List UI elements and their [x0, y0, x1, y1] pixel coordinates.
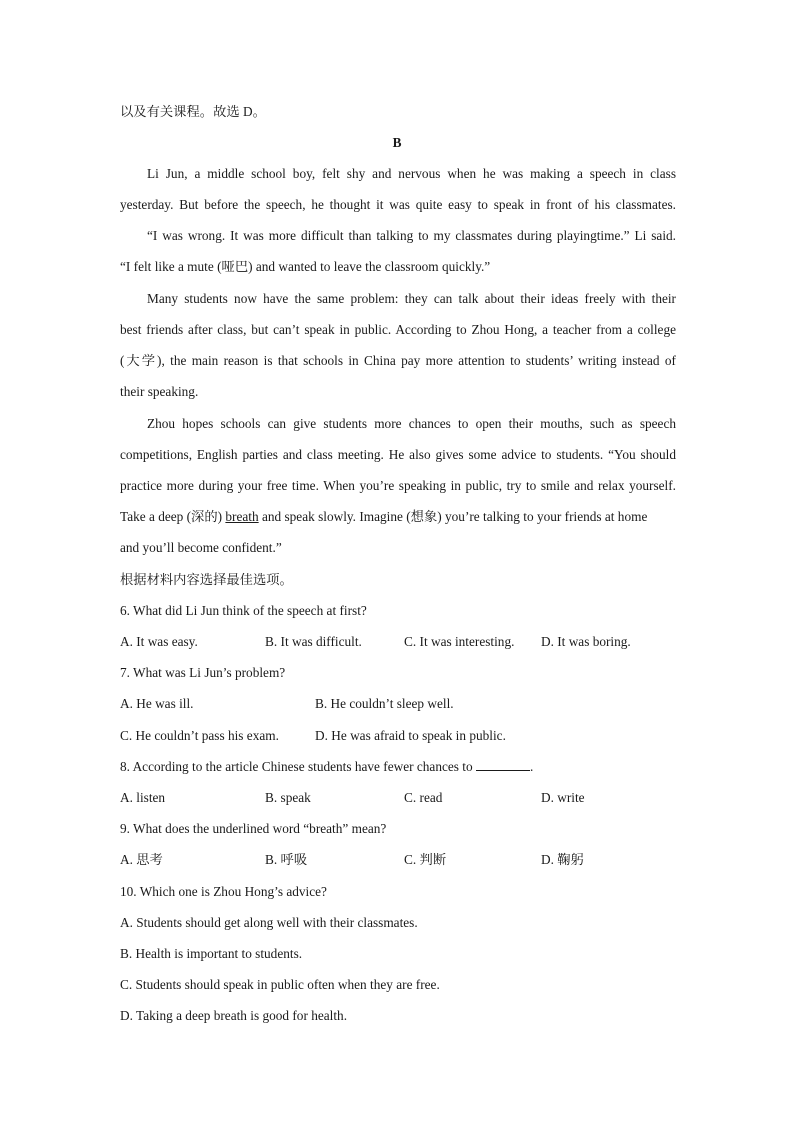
- passage-line: competitions, English parties and class meeting. He also gives some advice to students. “You should: [120, 447, 676, 462]
- option-a: A. listen: [120, 790, 166, 805]
- question-stem: 6. What did Li Jun think of the speech at first?: [120, 603, 367, 618]
- answer-blank: [476, 759, 530, 771]
- option-a: A. It was easy.: [120, 634, 198, 649]
- question-stem: 9. What does the underlined word “breath” mean?: [120, 821, 387, 836]
- passage-text: Take a deep (深的): [120, 509, 226, 524]
- passage-line: best friends after class, but can’t speak in public. According to Zhou Hong, a teacher from a college: [120, 322, 676, 337]
- option-a: A. 思考: [120, 852, 163, 867]
- passage-text: and speak slowly. Imagine (想象) you’re talking to your friends at home: [258, 509, 648, 524]
- question-stem: [120, 757, 676, 777]
- passage-line: “I was wrong. It was more difficult than talking to my classmates during playingtime.” Li said.: [147, 228, 676, 243]
- option-d: D. It was boring.: [541, 634, 631, 649]
- passage-line: (大学), the main reason is that schools in China pay more attention to students’ writing instead of: [120, 353, 676, 368]
- passage-line: their speaking.: [120, 384, 199, 399]
- passage-line: “I felt like a mute (哑巴) and wanted to leave the classroom quickly.”: [120, 259, 491, 274]
- option-c: C. Students should speak in public often when they are free.: [120, 977, 440, 992]
- option-c: C. He couldn’t pass his exam.: [120, 728, 279, 743]
- option-a: A. Students should get along well with their classmates.: [120, 915, 418, 930]
- option-a: A. He was ill.: [120, 696, 194, 711]
- option-b: B. Health is important to students.: [120, 946, 303, 961]
- option-c: C. 判断: [404, 852, 447, 867]
- question-stem: 7. What was Li Jun’s problem?: [120, 665, 286, 680]
- question-stem: 10. Which one is Zhou Hong’s advice?: [120, 884, 327, 899]
- option-b: B. He couldn’t sleep well.: [315, 696, 454, 711]
- passage-line: yesterday. But before the speech, he thought it was quite easy to speak in front of his classmates.: [120, 197, 676, 212]
- option-d: D. write: [541, 790, 585, 805]
- passage-line: Many students now have the same problem: they can talk about their ideas freely with their: [147, 291, 676, 306]
- option-c: C. read: [404, 790, 443, 805]
- passage-line: Zhou hopes schools can give students more chances to open their mouths, such as speech: [147, 416, 676, 431]
- intro-line: 以及有关课程。故选 D。: [120, 104, 266, 119]
- section-title: B: [392, 135, 402, 150]
- option-d: D. Taking a deep breath is good for health.: [120, 1008, 348, 1023]
- option-d: D. 鞠躬: [541, 852, 584, 867]
- option-c: C. It was interesting.: [404, 634, 515, 649]
- question-text: 8. According to the article Chinese students have fewer chances to: [120, 759, 476, 774]
- passage-line: [120, 507, 676, 527]
- passage-line: and you’ll become confident.”: [120, 540, 282, 555]
- passage-line: Li Jun, a middle school boy, felt shy and nervous when he was making a speech in class: [147, 166, 676, 181]
- question-text: .: [529, 759, 534, 774]
- option-d: D. He was afraid to speak in public.: [315, 728, 506, 743]
- instruction: 根据材料内容选择最佳选项。: [120, 572, 293, 587]
- option-b: B. speak: [265, 790, 311, 805]
- option-b: B. It was difficult.: [265, 634, 362, 649]
- underlined-word: breath: [225, 509, 259, 524]
- passage-line: practice more during your free time. When you’re speaking in public, try to smile and relax yourself.: [120, 478, 676, 493]
- option-b: B. 呼吸: [265, 852, 308, 867]
